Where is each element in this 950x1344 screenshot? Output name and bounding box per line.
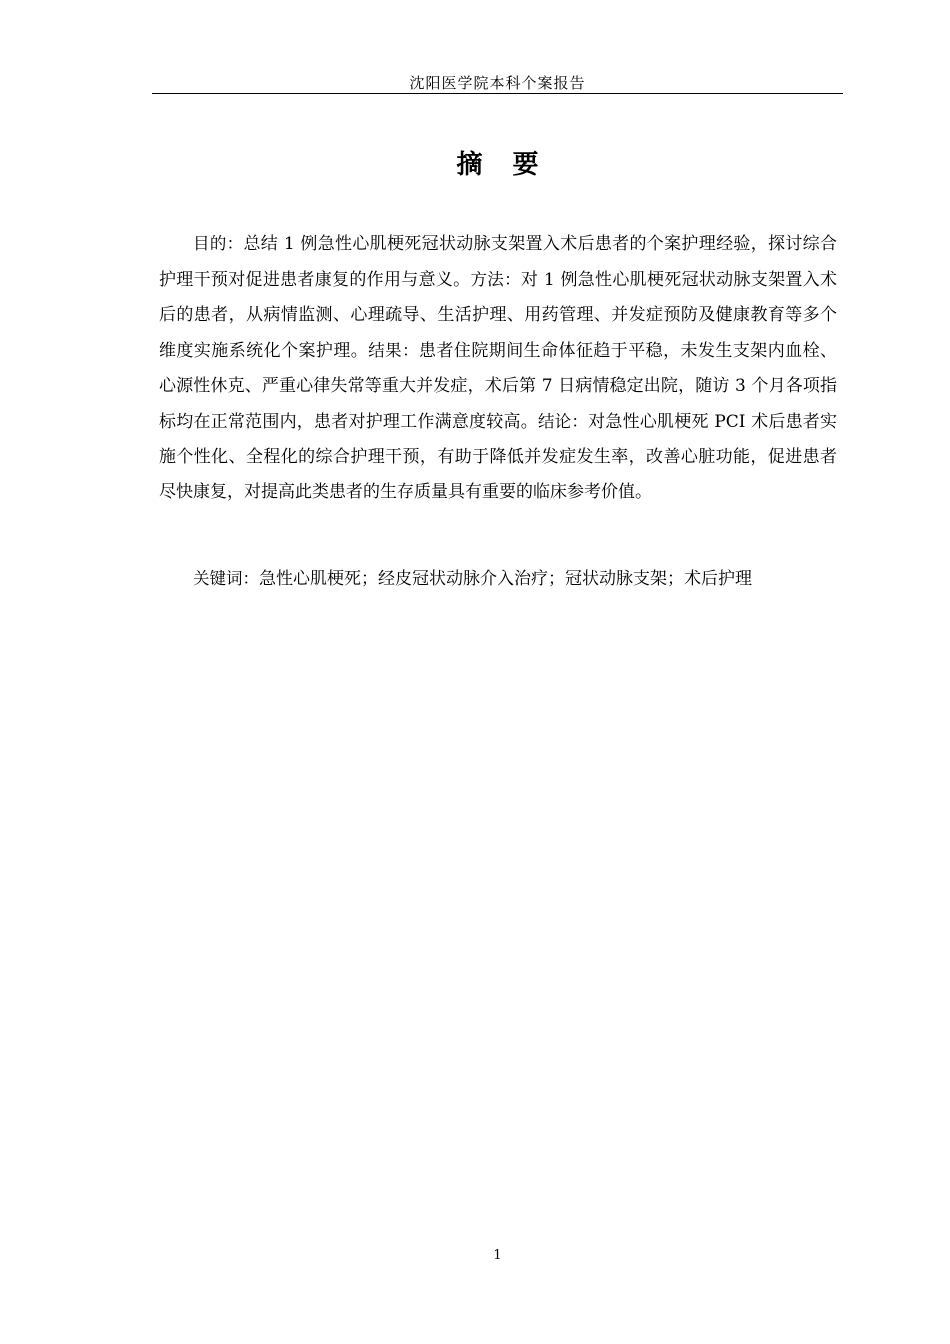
abstract-paragraph (159, 226, 837, 510)
page-number: 1 (493, 1248, 502, 1263)
result-text: 患者住院期间生命体征趋于平稳，未发生支架内血栓、心源性休克、严重心律失常等重大并发症，术后第 7 日病情稳定出院，随访 3 个月各项指标均在正常范围内，患者对护理工作满意度较高。 (159, 341, 838, 432)
method-text: 对 1 例急性心肌梗死冠状动脉支架置入术后的患者，从病情监测、心理疏导、生活护理、用药管理、并发症预防及健康教育等多个维度实施系统化个案护理。 (159, 270, 838, 361)
page-header: 沈阳医学院本科个案报告 (409, 74, 586, 92)
keywords-text: 急性心肌梗死；经皮冠状动脉介入治疗；冠状动脉支架；术后护理 (259, 569, 752, 589)
result-label: 结果： (368, 341, 420, 360)
keywords-line (159, 561, 837, 597)
abstract-body (159, 226, 837, 510)
header-divider (152, 93, 843, 94)
page-title: 摘要 (456, 150, 569, 180)
conclusion-label: 结论： (537, 412, 589, 431)
objective-label: 目的： (193, 234, 244, 253)
method-label: 方法： (470, 270, 521, 289)
objective-text: 总结 1 例急性心肌梗死冠状动脉支架置入术后患者的个案护理经验，探讨综合护理干预对促进患者康复的作用与意义。 (159, 234, 838, 290)
keywords-label: 关键词： (193, 569, 259, 588)
conclusion-text: 对急性心肌梗死 PCI 术后患者实施个性化、全程化的综合护理干预，有助于降低并发症发生率，改善心脏功能，促进患者尽快康复，对提高此类患者的生存质量具有重要的临床参考价值。 (159, 412, 838, 502)
